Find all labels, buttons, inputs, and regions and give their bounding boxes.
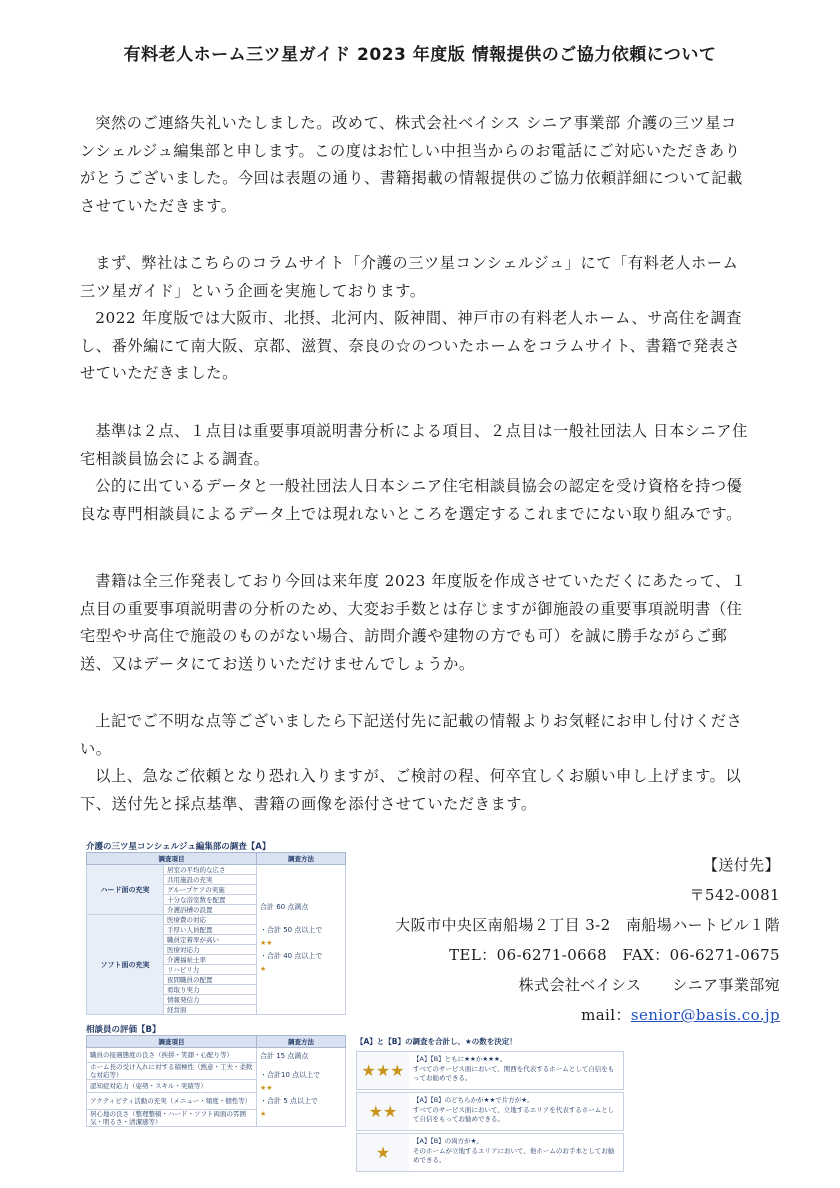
table-cell: アクティビティ活動の充実（メニュー・頻度・個性等） xyxy=(87,1093,257,1110)
table-cell: 居室の平均的な広さ xyxy=(164,865,257,875)
address-heading: 【送付先】 xyxy=(702,856,780,874)
paragraph-column-site xyxy=(80,250,750,388)
rating-row xyxy=(356,1133,624,1172)
rating-row xyxy=(356,1051,624,1090)
paragraph-request xyxy=(80,568,750,678)
stars-one: ★ xyxy=(260,965,267,973)
soft-group-label: ソフト面の充実 xyxy=(87,915,164,1015)
rating-stars: ★★ xyxy=(357,1093,409,1130)
table-cell: 経営面 xyxy=(164,1005,257,1015)
paragraph-text: 以上、急なご依頼となり恐れ入りますが、ご検討の程、何卒宜しくお願い申し上げます。以下、送付先と採点基準、書籍の画像を添付させていただきます。 xyxy=(80,767,742,813)
rating-line: すべてのサービス面において、立地するエリアを代表するホームとして自信をもってお勧めできる。 xyxy=(413,1105,615,1123)
rating-combine-box xyxy=(356,1036,624,1174)
stars-two: ★★ xyxy=(260,1084,273,1092)
table-cell: 手厚い人員配置 xyxy=(164,925,257,935)
table-cell: 居心地の良さ（整理整頓・ハード・ソフト両面の雰囲気・明るさ・清潔感等） xyxy=(87,1110,257,1127)
table-cell: 医療対応力 xyxy=(164,945,257,955)
method-a-cell xyxy=(257,865,346,1015)
paragraph-text: 書籍は全三作発表しており今回は来年度 2023 年度版を作成させていただくにあたって、１点目の重要事項説明書の分析のため、大変お手数とは存じますが御施設の重要事項説明書（住宅型やサ高住で施設のものがない場合、訪問介護や建物の方でも可）を誠に勝手ながらご郵送、又はデータにてお送りいただけませんでしょうか。 xyxy=(80,572,747,673)
table-cell: 情報発信力 xyxy=(164,995,257,1005)
postal-code: 〒542-0081 xyxy=(689,886,780,904)
hard-group-label: ハード面の充実 xyxy=(87,865,164,915)
paragraph-text: 2022 年度版では大阪市、北摂、北河内、阪神間、神戸市の有料老人ホーム、サ高住を調査し、番外編にて南大阪、京都、滋賀、奈良の☆のついたホームをコラムサイト、書籍で発表させていただきました。 xyxy=(80,309,743,382)
email-link[interactable]: senior@basis.co.jp xyxy=(630,1006,780,1024)
mail-label: mail： xyxy=(581,1006,631,1024)
table-cell: リハビリ力 xyxy=(164,965,257,975)
method-a-40: ・合計 40 点以上で xyxy=(260,952,323,960)
rating-line: 【A】【B】のどちらかが★★で片方が★。 xyxy=(413,1096,534,1104)
rating-stars: ★★★ xyxy=(357,1052,409,1089)
rating-desc xyxy=(409,1093,623,1130)
survey-b-table xyxy=(86,1035,346,1127)
survey-a-table xyxy=(86,852,346,1015)
rating-line: そのホームが立地するエリアにおいて、他ホームのお手本としてお勧めできる。 xyxy=(413,1146,615,1164)
paragraph-text: 公的に出ているデータと一般社団法人日本シニア住宅相談員協会の認定を受け資格を持つ優良な専門相談員によるデータ上では現れないところを選定するこれまでにない取り組みです。 xyxy=(80,477,743,523)
table-cell: ホーム長の受け入れに対する積極性（熱意・工夫・柔軟な対応等） xyxy=(87,1063,257,1080)
table-cell: 認知症対応力（姿勢・スキル・実績等） xyxy=(87,1080,257,1093)
table-cell: 夜間職員の配置 xyxy=(164,975,257,985)
company-name: 株式会社ベイシス シニア事業部宛 xyxy=(518,976,780,994)
document-title: 有料老人ホーム三ツ星ガイド 2023 年度版 情報提供のご協力依頼について xyxy=(123,45,717,65)
stars-one: ★ xyxy=(260,1110,267,1118)
method-a-total: 合計 60 点満点 xyxy=(260,903,309,911)
method-b-5: ・合計 5 点以上で xyxy=(260,1097,318,1105)
paragraph-text: 突然のご連絡失礼いたしました。改めて、株式会社ベイシス シニア事業部 介護の三ツ星コンシェルジュ編集部と申します。この度はお忙しい中担当からのお電話にご対応いただきありがとうございました。今回は表題の通り、書籍掲載の情報提供のご協力依頼詳細について記載させていただきます。 xyxy=(80,114,743,215)
col-item-header: 調査項目 xyxy=(87,853,257,865)
table-cell: 介護浴槽の設置 xyxy=(164,905,257,915)
col-method-header: 調査方法 xyxy=(257,1036,346,1048)
survey-b-title: 相談員の評価【B】 xyxy=(86,1025,161,1035)
paragraph-criteria xyxy=(80,418,750,528)
table-cell: グループケアの実施 xyxy=(164,885,257,895)
method-b-10: ・合計10 点以上で xyxy=(260,1071,321,1079)
rating-line: 【A】【B】ともに★★か★★★。 xyxy=(413,1055,507,1063)
paragraph-text: 上記でご不明な点等ございましたら下記送付先に記載の情報よりお気軽にお申し付けください。 xyxy=(80,712,743,758)
address-block xyxy=(395,850,780,1030)
table-cell: 看取り実力 xyxy=(164,985,257,995)
mail-line xyxy=(395,1000,780,1030)
col-item-header: 調査項目 xyxy=(87,1036,257,1048)
rating-desc xyxy=(409,1052,623,1089)
table-cell: 医療費の対応 xyxy=(164,915,257,925)
method-b-total: 合計 15 点満点 xyxy=(260,1052,309,1060)
table-cell: 十分な浴室数を配置 xyxy=(164,895,257,905)
table-cell: 共用施設の充実 xyxy=(164,875,257,885)
paragraph-text: まず、弊社はこちらのコラムサイト「介護の三ツ星コンシェルジュ」にて「有料老人ホーム三ツ星ガイド」という企画を実施しております。 xyxy=(80,254,739,300)
table-cell: 職員定着率が高い xyxy=(164,935,257,945)
evaluation-figure xyxy=(86,840,346,1175)
col-method-header: 調査方法 xyxy=(257,853,346,865)
rating-desc xyxy=(409,1134,623,1171)
rating-line: すべてのサービス面において、関西を代表するホームとして自信をもってお勧めできる。 xyxy=(413,1064,615,1082)
survey-a-title: 介護の三ツ星コンシェルジュ編集部の調査【A】 xyxy=(86,842,271,852)
street-address: 大阪市中央区南船場２丁目 3-2 南船場ハートビル１階 xyxy=(395,916,780,934)
paragraph-closing xyxy=(80,708,750,818)
table-cell: 介護福祉士率 xyxy=(164,955,257,965)
rating-line: 【A】【B】の両方が★。 xyxy=(413,1137,483,1145)
method-b-cell xyxy=(257,1048,346,1127)
stars-two: ★★ xyxy=(260,939,273,947)
rating-stars: ★ xyxy=(357,1134,409,1171)
rating-row xyxy=(356,1092,624,1131)
tel-fax: TEL：06-6271-0668 FAX：06-6271-0675 xyxy=(449,946,780,964)
method-a-50: ・合計 50 点以上で xyxy=(260,926,323,934)
paragraph-intro xyxy=(80,110,750,220)
combine-title: 【A】と【B】の調査を合計し、★の数を決定！ xyxy=(356,1037,517,1046)
paragraph-text: 基準は２点、１点目は重要事項説明書分析による項目、２点目は一般社団法人 日本シニア住宅相談員協会による調査。 xyxy=(80,422,748,468)
table-cell: 職員の接遇態度の良さ（挨拶・笑顔・心配り等） xyxy=(87,1048,257,1063)
